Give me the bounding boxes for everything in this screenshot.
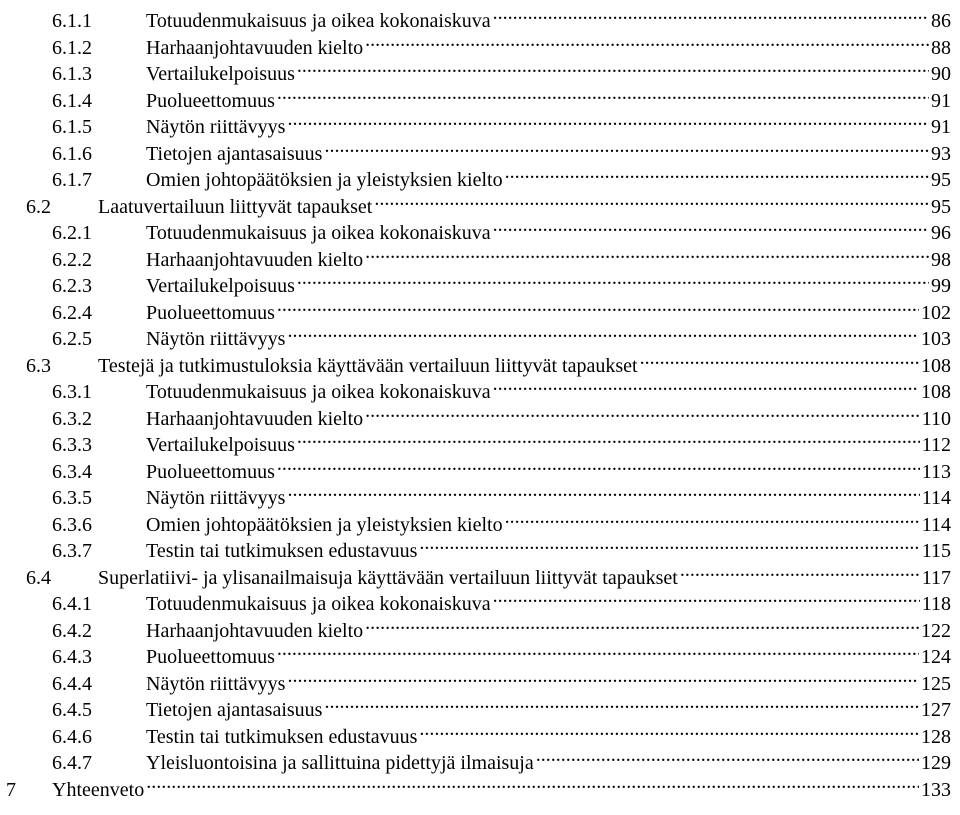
toc-entry-page: 129 xyxy=(921,752,951,774)
toc-entry-page: 88 xyxy=(931,36,951,59)
toc-entry[interactable] xyxy=(52,318,951,350)
toc-entry-page: 117 xyxy=(921,566,951,589)
toc-entry-title: Totuudenmukaisuus ja oikea kokonaiskuva xyxy=(146,10,491,32)
toc-entry-title: Testejä ja tutkimustuloksia käyttävään vertailuun liittyvät tapaukset xyxy=(98,354,638,377)
toc-entry-page: 99 xyxy=(931,275,951,297)
toc-entry-title: Puolueettomuus xyxy=(146,646,275,668)
toc-entry-number: 6.1.7 xyxy=(52,169,92,191)
toc-entry-title: Puolueettomuus xyxy=(146,89,275,112)
toc-entry-page: 96 xyxy=(931,222,951,244)
dot-leader xyxy=(365,610,919,637)
toc-entry-number: 6.1.4 xyxy=(52,89,92,112)
toc-entry-number: 6.1.5 xyxy=(52,116,92,138)
toc-entry-page: 113 xyxy=(921,460,951,483)
toc-entry[interactable] xyxy=(52,530,951,562)
toc-entry-page: 114 xyxy=(921,513,951,536)
toc-entry-title: Harhaanjohtavuuden kielto xyxy=(146,619,364,642)
toc-entry-title: Näytön riittävyys xyxy=(146,672,286,695)
dot-leader xyxy=(374,186,929,213)
toc-entry-page: 91 xyxy=(931,89,951,112)
dot-leader xyxy=(297,424,920,451)
toc-entry-number: 6.2.3 xyxy=(52,275,92,297)
toc-entry-number: 6.3.4 xyxy=(52,460,92,483)
dot-leader xyxy=(277,292,919,319)
toc-entry-number: 6.2.2 xyxy=(52,248,92,271)
dot-leader xyxy=(297,53,929,80)
toc-entry-title: Omien johtopäätöksien ja yleistyksien kielto xyxy=(146,169,503,191)
dot-leader xyxy=(680,557,920,584)
dot-leader xyxy=(146,769,919,796)
toc-entry-title: Totuudenmukaisuus ja oikea kokonaiskuva xyxy=(146,593,491,615)
toc-entry-title: Vertailukelpoisuus xyxy=(146,434,295,456)
toc-entry[interactable] xyxy=(52,212,951,244)
toc-entry-page: 98 xyxy=(931,248,951,271)
toc-entry-page: 118 xyxy=(921,593,951,615)
toc-entry-number: 6.1.1 xyxy=(52,10,92,32)
dot-leader xyxy=(493,371,919,398)
toc-entry-number: 6.4.2 xyxy=(52,619,92,642)
toc-entry[interactable] xyxy=(52,265,951,297)
toc-entry-page: 103 xyxy=(921,328,951,350)
toc-entry-page: 108 xyxy=(921,354,951,377)
toc-entry-title: Totuudenmukaisuus ja oikea kokonaiskuva xyxy=(146,222,491,244)
toc-entry[interactable] xyxy=(52,636,951,668)
toc-entry-title: Näytön riittävyys xyxy=(146,487,286,509)
toc-entry[interactable] xyxy=(52,239,951,271)
toc-entry-page: 115 xyxy=(921,540,951,562)
toc-entry-number: 6.2.5 xyxy=(52,328,92,350)
toc-entry[interactable] xyxy=(52,371,951,403)
toc-entry-page: 124 xyxy=(921,646,951,668)
toc-entry-page: 128 xyxy=(921,725,951,748)
toc-entry-number: 6.4.1 xyxy=(52,593,92,615)
toc-entry-title: Laatuvertailuun liittyvät tapaukset xyxy=(98,195,373,218)
dot-leader xyxy=(277,80,929,107)
toc-entry-number: 6.4 xyxy=(26,566,51,589)
toc-entry-number: 7 xyxy=(6,778,16,801)
toc-entry-number: 6.3.7 xyxy=(52,540,92,562)
toc-entry-number: 6.4.5 xyxy=(52,699,92,721)
toc-entry-title: Puolueettomuus xyxy=(146,301,275,324)
toc-entry-page: 122 xyxy=(921,619,951,642)
toc-entry[interactable] xyxy=(52,424,951,456)
dot-leader xyxy=(505,504,920,531)
toc-entry[interactable] xyxy=(52,0,951,32)
toc-entry-section[interactable] xyxy=(26,345,951,377)
dot-leader xyxy=(365,398,920,425)
dot-leader xyxy=(287,477,919,504)
toc-entry-title: Tietojen ajantasaisuus xyxy=(146,142,323,165)
toc-entry-page: 90 xyxy=(931,63,951,85)
toc-entry-number: 6.2 xyxy=(26,195,51,218)
toc-entry[interactable] xyxy=(52,689,951,721)
toc-entry-title: Vertailukelpoisuus xyxy=(146,275,295,297)
toc-entry-page: 86 xyxy=(931,10,951,32)
dot-leader xyxy=(505,159,929,186)
toc-entry-page: 108 xyxy=(921,381,951,403)
toc-entry[interactable] xyxy=(52,742,951,774)
dot-leader xyxy=(419,530,919,557)
toc-entry[interactable] xyxy=(52,106,951,138)
toc-entry[interactable] xyxy=(52,292,951,324)
toc-entry-page: 93 xyxy=(931,142,951,165)
toc-entry[interactable] xyxy=(52,610,951,642)
toc-entry-page: 110 xyxy=(921,407,951,430)
dot-leader xyxy=(277,451,920,478)
toc-entry-number: 6.2.4 xyxy=(52,301,92,324)
toc-entry-page: 127 xyxy=(921,699,951,721)
toc-entry-title: Puolueettomuus xyxy=(146,460,275,483)
dot-leader xyxy=(287,663,919,690)
toc-entry-page: 95 xyxy=(931,169,951,191)
toc-entry[interactable] xyxy=(52,716,951,748)
toc-entry-title: Vertailukelpoisuus xyxy=(146,63,295,85)
toc-entry-title: Testin tai tutkimuksen edustavuus xyxy=(146,725,418,748)
dot-leader xyxy=(324,133,929,160)
toc-entry-number: 6.3.5 xyxy=(52,487,92,509)
dot-leader xyxy=(297,265,929,292)
toc-entry-page: 102 xyxy=(921,301,951,324)
dot-leader xyxy=(277,636,919,663)
toc-entry-number: 6.3.2 xyxy=(52,407,92,430)
toc-entry-page: 114 xyxy=(921,487,951,509)
toc-entry-number: 6.3.3 xyxy=(52,434,92,456)
toc-entry[interactable] xyxy=(52,27,951,59)
toc-entry-title: Tietojen ajantasaisuus xyxy=(146,699,323,721)
toc-entry-number: 6.2.1 xyxy=(52,222,92,244)
toc-entry-number: 6.1.6 xyxy=(52,142,92,165)
toc-entry-title: Totuudenmukaisuus ja oikea kokonaiskuva xyxy=(146,381,491,403)
toc-entry[interactable] xyxy=(52,504,951,536)
toc-entry[interactable] xyxy=(52,663,951,695)
toc-entry-number: 6.3.6 xyxy=(52,513,92,536)
toc-entry-number: 6.4.6 xyxy=(52,725,92,748)
toc-entry-section[interactable] xyxy=(26,557,951,589)
dot-leader xyxy=(419,716,919,743)
toc-entry-title: Harhaanjohtavuuden kielto xyxy=(146,36,364,59)
toc-entry-page: 125 xyxy=(921,672,951,695)
toc-entry[interactable] xyxy=(52,583,951,615)
dot-leader xyxy=(493,0,929,27)
toc-entry-number: 6.4.7 xyxy=(52,752,92,774)
toc-entry-page: 91 xyxy=(931,116,951,138)
dot-leader xyxy=(287,318,919,345)
toc-entry-title: Harhaanjohtavuuden kielto xyxy=(146,407,364,430)
dot-leader xyxy=(365,239,929,266)
toc-entry-title: Näytön riittävyys xyxy=(146,116,286,138)
toc-entry[interactable] xyxy=(52,133,951,165)
dot-leader xyxy=(493,583,920,610)
toc-entry-page: 133 xyxy=(921,778,951,801)
toc-entry[interactable] xyxy=(52,53,951,85)
toc-entry[interactable] xyxy=(52,398,951,430)
toc-entry-number: 6.4.4 xyxy=(52,672,92,695)
toc-entry-title: Yleisluontoisina ja sallittuina pidettyjä ilmaisuja xyxy=(146,752,534,774)
toc-entry-section[interactable] xyxy=(26,186,951,218)
toc-entry-title: Yhteenveto xyxy=(52,778,145,801)
dot-leader xyxy=(365,27,929,54)
toc-entry[interactable] xyxy=(52,477,951,509)
toc-entry-page: 95 xyxy=(931,195,951,218)
toc-entry-page: 112 xyxy=(921,434,951,456)
dot-leader xyxy=(287,106,929,133)
dot-leader xyxy=(536,742,919,769)
toc-entry-title: Näytön riittävyys xyxy=(146,328,286,350)
toc-entry-chapter[interactable] xyxy=(6,769,951,801)
toc-entry-number: 6.3.1 xyxy=(52,381,92,403)
toc-entry-title: Omien johtopäätöksien ja yleistyksien kielto xyxy=(146,513,503,536)
toc-entry-number: 6.1.3 xyxy=(52,63,92,85)
toc-entry-number: 6.3 xyxy=(26,354,51,377)
toc-entry-title: Superlatiivi- ja ylisanailmaisuja käyttävään vertailuun liittyvät tapaukset xyxy=(98,566,678,589)
dot-leader xyxy=(324,689,919,716)
toc-entry[interactable] xyxy=(52,159,951,191)
toc-entry-number: 6.4.3 xyxy=(52,646,92,668)
toc-entry-number: 6.1.2 xyxy=(52,36,92,59)
toc-entry-title: Harhaanjohtavuuden kielto xyxy=(146,248,364,271)
toc-entry[interactable] xyxy=(52,80,951,112)
toc-entry-title: Testin tai tutkimuksen edustavuus xyxy=(146,540,418,562)
dot-leader xyxy=(493,212,929,239)
dot-leader xyxy=(640,345,919,372)
toc-entry[interactable] xyxy=(52,451,951,483)
